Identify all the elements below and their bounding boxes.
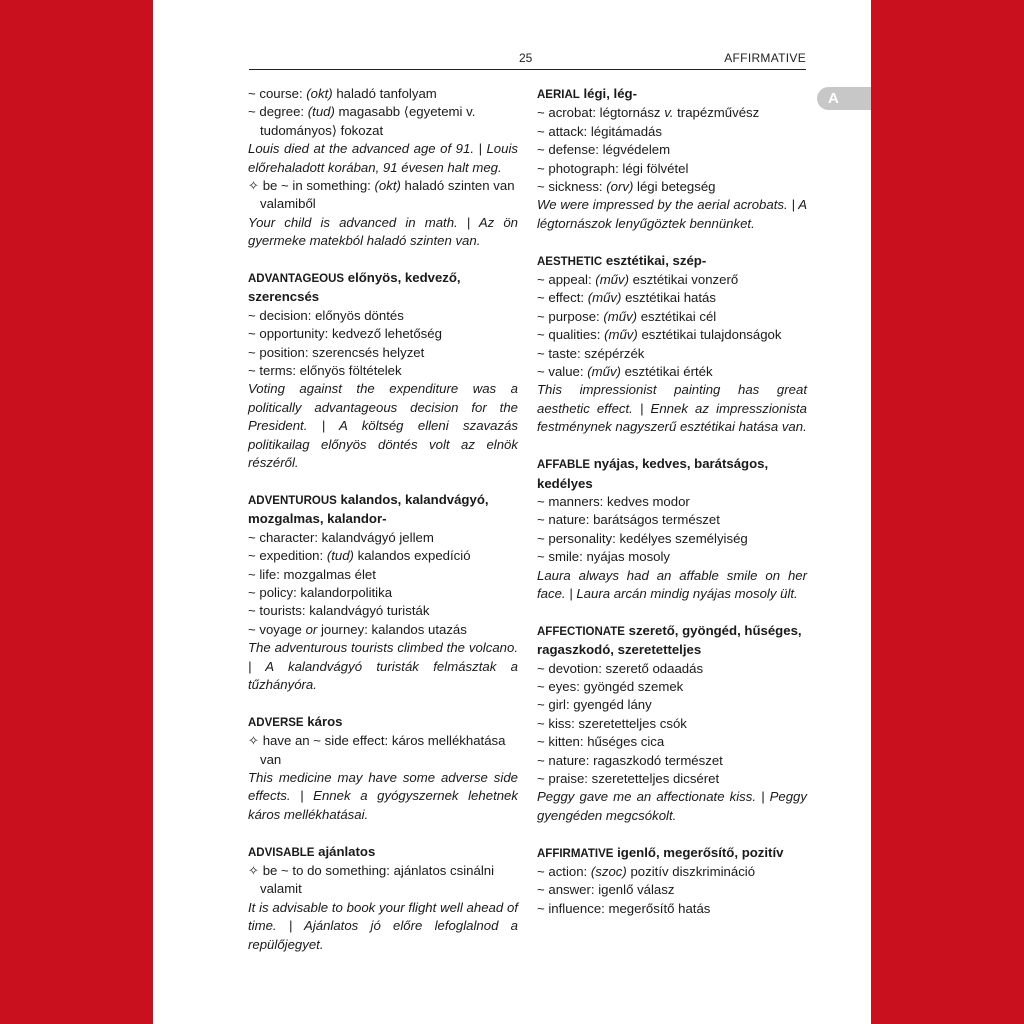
entry-heading bbox=[248, 713, 518, 732]
dictionary-entry bbox=[248, 843, 518, 954]
phrase-line bbox=[248, 307, 518, 325]
phrase-text: ~ life: mozgalmas élet bbox=[248, 566, 376, 582]
phrase-line bbox=[537, 511, 807, 529]
phrase-translation: pozitív diszkrimináció bbox=[626, 864, 756, 879]
phrase-line bbox=[537, 123, 807, 141]
usage-label: (szoc) bbox=[590, 864, 627, 879]
phrase-text: ~ sickness: bbox=[537, 179, 607, 195]
phrase-translation: journey: kalandos utazás bbox=[317, 621, 467, 637]
usage-label: (tud) bbox=[307, 104, 335, 120]
phrase-line bbox=[537, 881, 807, 899]
phrase-text: ~ expedition: bbox=[248, 548, 327, 564]
headword-translation: légi, lég- bbox=[583, 86, 637, 101]
phrase-text: ~ personality: kedélyes személyiség bbox=[537, 530, 748, 546]
phrase-text: ~ tourists: kalandvágyó turisták bbox=[248, 603, 430, 619]
headword: ADVERSE bbox=[248, 716, 304, 729]
example-sentence: Louis died at the advanced age of 91. | Louis előrehaladott korában, 91 évesen halt meg. bbox=[248, 141, 518, 175]
phrase-line bbox=[537, 715, 807, 733]
example-sentence: Voting against the expenditure was a politically advantageous decision for the President. | A költség elleni szavazás politikailag előnyös döntés volt az elnök részéről. bbox=[248, 381, 518, 471]
entry-heading bbox=[537, 844, 807, 863]
phrase-text: ~ photograph: légi fölvétel bbox=[537, 160, 689, 176]
phrase-translation: kalandos expedíció bbox=[353, 548, 471, 564]
phrase-line bbox=[537, 900, 807, 918]
example-sentence: This impressionist painting has great aesthetic effect. | Ennek az impresszionista festménynek nagyszerű esztétikai hatása van. bbox=[537, 382, 807, 435]
phrase-text: ~ effect: bbox=[537, 290, 588, 306]
usage-label: v. bbox=[664, 105, 674, 121]
phrase-line bbox=[537, 548, 807, 566]
phrase-text: ~ praise: szeretetteljes dicséret bbox=[537, 770, 720, 786]
phrase-text: ~ answer: igenlő válasz bbox=[537, 882, 675, 898]
phrase-line bbox=[537, 178, 807, 196]
phrase-text: ~ decision: előnyös döntés bbox=[248, 307, 404, 323]
phrase-text: ~ acrobat: légtornász bbox=[537, 105, 665, 121]
phrase-line bbox=[248, 547, 518, 565]
phrase-text: ✧ be ~ to do something: ajánlatos csinálni valamit bbox=[248, 863, 495, 897]
phrase-translation: légi betegség bbox=[633, 179, 716, 195]
phrase-translation: esztétikai hatás bbox=[621, 290, 716, 306]
phrase-text: ~ policy: kalandorpolitika bbox=[248, 584, 393, 600]
entry-heading bbox=[248, 843, 518, 862]
dictionary-entry bbox=[537, 85, 807, 233]
phrase-line bbox=[537, 363, 807, 381]
phrase-text: ~ value: bbox=[537, 364, 588, 380]
usage-label: (műv) bbox=[595, 272, 629, 288]
headword: AFFIRMATIVE bbox=[537, 847, 614, 860]
phrase-line bbox=[248, 732, 518, 769]
dictionary-entry bbox=[537, 622, 807, 825]
running-head: AFFIRMATIVE bbox=[724, 51, 806, 65]
headword-translation: esztétikai, szép- bbox=[605, 252, 707, 268]
dictionary-entry bbox=[537, 455, 807, 603]
phrase-text: ~ defense: légvédelem bbox=[537, 142, 671, 158]
phrase-line bbox=[537, 345, 807, 363]
phrase-text: ~ eyes: gyöngéd szemek bbox=[537, 678, 684, 694]
phrase-text: ~ smile: nyájas mosoly bbox=[537, 549, 671, 565]
dictionary-entry bbox=[248, 85, 518, 251]
phrase-line bbox=[248, 584, 518, 602]
phrase-text: ~ appeal: bbox=[537, 272, 596, 288]
phrase-line bbox=[537, 530, 807, 548]
usage-label: (orv) bbox=[606, 179, 634, 195]
phrase-line bbox=[537, 141, 807, 159]
headword: ADVANTAGEOUS bbox=[248, 273, 345, 286]
usage-label: (műv) bbox=[603, 308, 638, 324]
phrase-line bbox=[248, 602, 518, 620]
usage-label: (műv) bbox=[604, 327, 638, 343]
page-number: 25 bbox=[519, 51, 533, 65]
phrase-line bbox=[537, 160, 807, 178]
example-sentence: We were impressed by the aerial acrobats. | A légtornászok lenyűgöztek bennünket. bbox=[537, 197, 807, 231]
phrase-line bbox=[537, 733, 807, 751]
phrase-text: ✧ have an ~ side effect: káros mellékhatása van bbox=[248, 733, 506, 767]
example-sentence: Laura always had an affable smile on her face. | Laura arcán mindig nyájas mosoly ült. bbox=[537, 567, 807, 601]
phrase-line bbox=[248, 862, 518, 899]
headword-translation: előnyös, kedvező, szerencsés bbox=[248, 270, 461, 305]
phrase-line bbox=[537, 696, 807, 714]
phrase-text: ~ kitten: hűséges cica bbox=[537, 734, 665, 750]
phrase-line bbox=[248, 103, 518, 140]
entry-heading bbox=[537, 622, 807, 660]
phrase-text: ~ influence: megerősítő hatás bbox=[537, 900, 711, 916]
phrase-text: ~ girl: gyengéd lány bbox=[537, 697, 652, 713]
phrase-translation: esztétikai cél bbox=[637, 308, 717, 324]
phrase-translation: haladó tanfolyam bbox=[332, 86, 437, 101]
entry-heading bbox=[537, 252, 807, 271]
phrase-text: ~ action: bbox=[537, 864, 591, 879]
phrase-line bbox=[537, 678, 807, 696]
phrase-line bbox=[537, 770, 807, 788]
phrase-text: ~ course: bbox=[248, 86, 307, 101]
phrase-text: ~ nature: barátságos természet bbox=[537, 512, 720, 528]
phrase-line bbox=[248, 325, 518, 343]
headword: AFFECTIONATE bbox=[537, 625, 625, 638]
headword-translation: szerető, gyöngéd, hűséges, ragaszkodó, szeretetteljes bbox=[537, 622, 802, 658]
phrase-line bbox=[537, 326, 807, 344]
headword-translation: igenlő, megerősítő, pozitív bbox=[617, 844, 784, 860]
dictionary-entry bbox=[248, 713, 518, 824]
usage-label: (okt) bbox=[374, 178, 401, 194]
phrase-line bbox=[248, 529, 518, 547]
right-column bbox=[537, 85, 807, 937]
headword: ADVENTUROUS bbox=[248, 494, 337, 507]
entry-heading bbox=[248, 491, 518, 529]
dictionary-entry bbox=[537, 844, 807, 919]
phrase-translation: esztétikai vonzerő bbox=[629, 272, 739, 288]
entry-heading bbox=[537, 85, 807, 104]
example-sentence: This medicine may have some adverse side effects. | Ennek a gyógyszernek lehetnek káros mellékhatásai. bbox=[248, 769, 518, 822]
phrase-text: ~ degree: bbox=[248, 104, 308, 120]
phrase-text: ~ terms: előnyös föltételek bbox=[248, 363, 402, 379]
headword: AESTHETIC bbox=[537, 255, 603, 268]
example-sentence: Your child is advanced in math. | Az ön gyermeke matekból haladó szinten van. bbox=[248, 214, 518, 249]
headword-translation: ajánlatos bbox=[318, 843, 376, 859]
phrase-line bbox=[537, 863, 807, 881]
usage-label: or bbox=[305, 621, 318, 637]
dictionary-entry bbox=[248, 269, 518, 472]
usage-label: (műv) bbox=[587, 364, 621, 380]
phrase-text: ~ purpose: bbox=[537, 308, 604, 324]
phrase-line bbox=[248, 566, 518, 584]
example-sentence: The adventurous tourists climbed the volcano. | A kalandvágyó turisták felmásztak a tűzhányóra. bbox=[248, 640, 518, 692]
phrase-line bbox=[248, 621, 518, 639]
usage-label: (műv) bbox=[587, 290, 622, 306]
phrase-text: ~ attack: légitámadás bbox=[537, 123, 662, 139]
headword: AERIAL bbox=[537, 89, 580, 101]
phrase-text: ~ voyage bbox=[248, 621, 306, 637]
example-sentence: It is advisable to book your flight well ahead of time. | Ajánlatos jó előre lefoglalnod a repülőjegyet. bbox=[248, 899, 518, 952]
phrase-line bbox=[537, 289, 807, 307]
phrase-line bbox=[537, 493, 807, 511]
phrase-line bbox=[248, 85, 518, 103]
phrase-text: ~ character: kalandvágyó jellem bbox=[248, 529, 434, 545]
phrase-line bbox=[537, 752, 807, 770]
phrase-text: ~ nature: ragaszkodó természet bbox=[537, 752, 723, 768]
dictionary-entry bbox=[537, 252, 807, 437]
phrase-text: ~ qualities: bbox=[537, 327, 605, 343]
phrase-translation: magasabb ⟨egyetemi v. tudományos⟩ fokozat bbox=[260, 104, 476, 138]
phrase-line bbox=[248, 362, 518, 380]
headword: ADVISABLE bbox=[248, 846, 315, 859]
phrase-line bbox=[537, 104, 807, 122]
page-header bbox=[249, 50, 806, 70]
phrase-text: ~ kiss: szeretetteljes csók bbox=[537, 715, 687, 731]
thumb-index-tab[interactable]: A bbox=[817, 87, 871, 110]
headword-translation: káros bbox=[307, 713, 343, 729]
phrase-text: ✧ be ~ in something: bbox=[248, 178, 375, 194]
dictionary-entry bbox=[248, 491, 518, 694]
phrase-translation: trapézművész bbox=[673, 105, 760, 121]
phrase-translation: esztétikai érték bbox=[620, 364, 713, 380]
phrase-text: ~ position: szerencsés helyzet bbox=[248, 344, 425, 360]
phrase-line bbox=[537, 308, 807, 326]
phrase-text: ~ taste: szépérzék bbox=[537, 345, 645, 361]
entry-heading bbox=[537, 455, 807, 493]
usage-label: (okt) bbox=[306, 86, 333, 101]
phrase-line bbox=[537, 271, 807, 289]
phrase-line bbox=[248, 177, 518, 214]
headword: AFFABLE bbox=[537, 459, 591, 472]
example-sentence: Peggy gave me an affectionate kiss. | Peggy gyengéden megcsókolt. bbox=[537, 789, 807, 823]
phrase-translation: haladó szinten van valamiből bbox=[260, 178, 515, 212]
phrase-line bbox=[537, 660, 807, 678]
phrase-text: ~ opportunity: kedvező lehetőség bbox=[248, 326, 442, 342]
entry-heading bbox=[248, 269, 518, 307]
usage-label: (tud) bbox=[326, 548, 354, 564]
phrase-text: ~ devotion: szerető odaadás bbox=[537, 660, 704, 676]
headword-translation: nyájas, kedves, barátságos, kedélyes bbox=[537, 456, 769, 491]
headword-translation: kalandos, kalandvágyó, mozgalmas, kalandor- bbox=[248, 491, 489, 527]
left-column bbox=[248, 85, 518, 972]
phrase-line bbox=[248, 344, 518, 362]
phrase-text: ~ manners: kedves modor bbox=[537, 493, 690, 509]
phrase-translation: esztétikai tulajdonságok bbox=[637, 327, 782, 343]
